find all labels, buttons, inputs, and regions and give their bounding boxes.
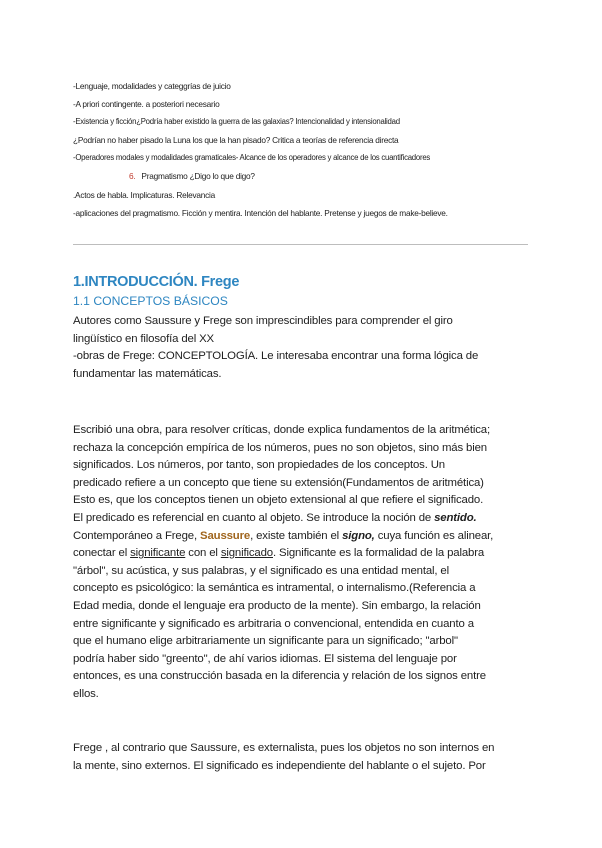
topic-item: -Existencia y ficción¿Podría haber existido la guerra de las galaxias? Intencionalidad y intensionalidad xyxy=(73,117,400,127)
text-line: rechaza la concepción empírica de los números, pues no son objetos, sino más bien xyxy=(73,441,487,454)
text-line: la mente, sino externos. El significado es independiente del hablante o el sujeto. Por xyxy=(73,759,486,772)
text-line: Edad media, donde el lenguaje era producto de la mente). Sin embargo, la relación xyxy=(73,599,481,612)
subsection-heading: 1.1 CONCEPTOS BÁSICOS xyxy=(73,294,228,308)
text-line: lingüístico en filosofía del XX xyxy=(73,332,214,345)
text-line: concepto es psicológico: la semántica es intramental, o internalismo.(Referencia a xyxy=(73,582,476,595)
topic-item-numbered xyxy=(73,167,543,185)
section-heading: 1.INTRODUCCIÓN. Frege xyxy=(73,274,240,290)
paragraph-frege-externalism xyxy=(73,740,533,775)
text-line: predicado refiere a un concepto que tiene su extensión(Fundamentos de aritmética) xyxy=(73,476,484,489)
highlight-saussure: Saussure xyxy=(200,529,251,542)
text-line: Escribió una obra, para resolver críticas, donde explica fundamentos de la aritmética; xyxy=(73,424,491,436)
text-line: entre significante y significado es arbitraria o convencional, entendida en cuanto a xyxy=(73,617,474,630)
text-line: "árbol", su acústica, y sus palabras, y el significado es una entidad mental, el xyxy=(73,564,449,577)
topic-item: -A priori contingente. a posteriori necesario xyxy=(73,99,220,110)
topic-number: 6. xyxy=(129,171,136,182)
emphasis-signo: signo, xyxy=(342,529,375,542)
topic-item: -Operadores modales y modalidades gramaticales- Alcance de los operadores y alcance de los cuantificadores xyxy=(73,153,431,163)
topic-item: -aplicaciones del pragmatismo. Ficción y mentira. Intención del hablante. Pretense y juegos de make-believe. xyxy=(73,207,448,218)
text-run: conectar el xyxy=(73,547,131,560)
text-run: , existe también el xyxy=(250,529,343,542)
horizontal-divider xyxy=(73,244,528,245)
text-run: cuya función es alinear, xyxy=(374,529,494,542)
underlined-significante: significante xyxy=(130,547,186,560)
text-line: Frege , al contrario que Saussure, es externalista, pues los objetos no son internos en xyxy=(73,742,495,754)
text-line: Autores como Saussure y Frege son imprescindibles para comprender el giro xyxy=(73,315,453,327)
text-line: podría haber sido "greento", de ahí varios idiomas. El sistema del lenguaje por xyxy=(73,652,457,665)
text-line: -obras de Frege: CONCEPTOLOGÍA. Le interesaba encontrar una forma lógica de xyxy=(73,350,479,363)
topic-text: Pragmatismo ¿Digo lo que digo? xyxy=(141,171,255,182)
paragraph-intro xyxy=(73,313,533,383)
underlined-significado: significado xyxy=(220,547,273,560)
text-line xyxy=(73,545,533,563)
text-run: Contemporáneo a Frege, xyxy=(73,529,200,542)
text-line: significados. Los números, por tanto, son propiedades de los conceptos. Un xyxy=(73,459,445,472)
text-run: El predicado es referencial en cuanto al objeto. Se introduce la noción de xyxy=(73,511,435,524)
topic-item: .Actos de habla. Implicaturas. Relevancia xyxy=(73,189,215,200)
topic-item: ¿Podrían no haber pisado la Luna los que la han pisado? Critica a teorías de referencia directa xyxy=(73,135,399,146)
text-line xyxy=(73,528,533,546)
text-line: que el humano elige arbitrariamente un significante para un significado; "arbol" xyxy=(73,635,458,648)
topic-list xyxy=(73,77,543,222)
text-line: fundamentar las matemáticas. xyxy=(73,367,222,380)
emphasis-sentido: sentido. xyxy=(434,511,477,524)
text-line: entonces, es una construcción basada en la diferencia y relación de los signos entre xyxy=(73,670,486,683)
text-run: . Significante es la formalidad de la palabra xyxy=(273,547,485,560)
paragraph-saussure xyxy=(73,422,533,704)
text-run: con el xyxy=(185,547,221,560)
text-line: ellos. xyxy=(73,687,99,700)
topic-item: -Lenguaje, modalidades y categgrías de juicio xyxy=(73,81,231,91)
text-line: Esto es, que los conceptos tienen un objeto extensional al que refiere el significado. xyxy=(73,494,484,507)
text-line xyxy=(73,510,533,528)
